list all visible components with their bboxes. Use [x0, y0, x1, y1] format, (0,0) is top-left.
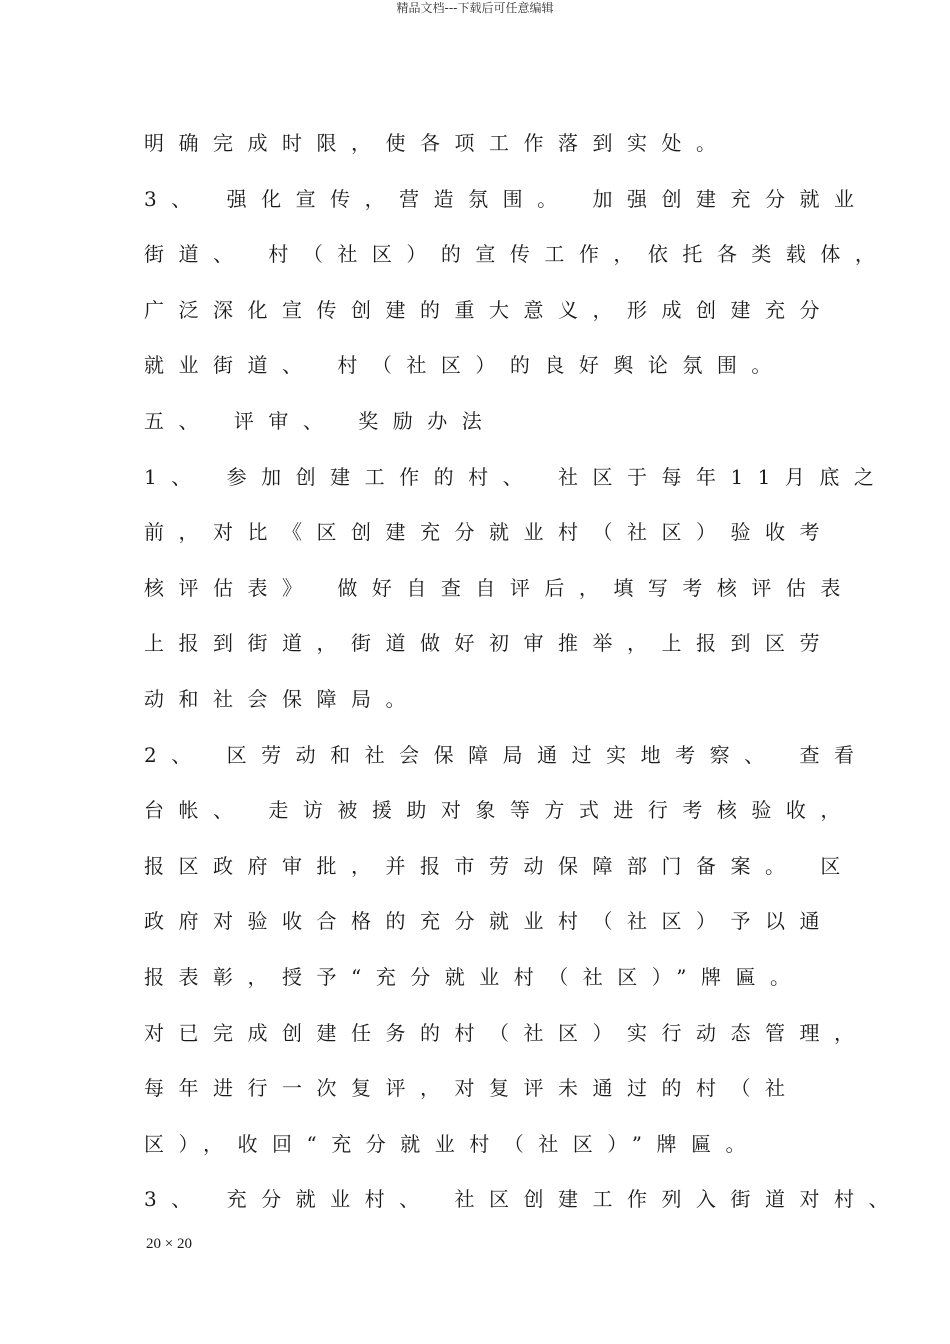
text-line: 区），收回“充分就业村（社区）”牌匾。: [144, 1131, 760, 1156]
text-line: 政府对验收合格的充分就业村（社区）予以通: [144, 909, 834, 934]
text-line: 上报到街道，街道做好初审推举，上报到区劳: [144, 631, 834, 656]
text-line: 街道、 村（社区）的宣传工作，依托各类载体，: [144, 242, 890, 267]
text-line: 1、 参加创建工作的村、 社区于每年11月底之: [144, 464, 889, 489]
text-line: 核评估表》 做好自查自评后，填写考核评估表: [144, 575, 855, 600]
text-line: 报表彰，授予“充分就业村（社区）”牌匾。: [144, 964, 805, 989]
text-line: 广泛深化宣传创建的重大意义，形成创建充分: [144, 297, 834, 322]
text-line: 每年进行一次复评，对复评未通过的村（社: [144, 1076, 800, 1101]
document-body: [144, 116, 903, 1228]
text-line: 3、 强化宣传，营造氛围。 加强创建充分就业: [144, 186, 869, 211]
text-line: 3、 充分就业村、 社区创建工作列入街道对村、: [144, 1187, 903, 1212]
text-line: 动和社会保障局。: [144, 686, 420, 711]
page-header: 精品文档---下载后可任意编辑: [396, 1, 554, 15]
section-heading: 五、 评审、 奖励办法: [144, 408, 497, 433]
text-line: 就业街道、 村（社区）的良好舆论氛围。: [144, 353, 786, 378]
grid-size-note: 20 × 20: [146, 1236, 192, 1252]
text-line: 报区政府审批，并报市劳动保障部门备案。 区: [144, 853, 855, 878]
text-line: 2、 区劳动和社会保障局通过实地考察、 查看: [144, 742, 869, 767]
text-line: 前，对比《区创建充分就业村（社区）验收考: [144, 520, 834, 545]
text-line: 明确完成时限，使各项工作落到实处。: [144, 131, 731, 155]
text-line: 对已完成创建任务的村（社区）实行动态管理，: [144, 1020, 869, 1045]
text-line: 台帐、 走访被援助对象等方式进行考核验收，: [144, 798, 855, 823]
